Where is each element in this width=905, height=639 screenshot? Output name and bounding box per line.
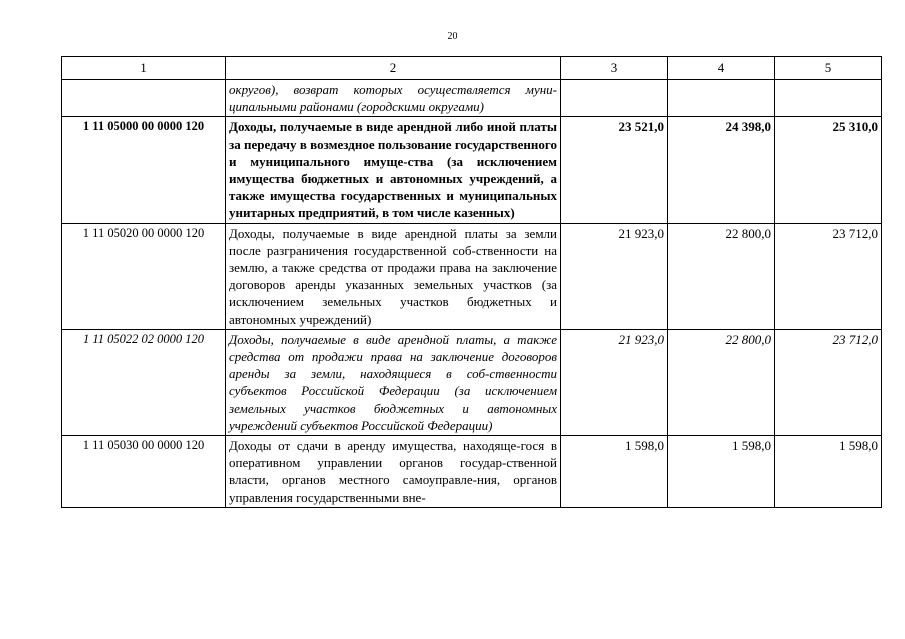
row-value-year-1	[561, 80, 668, 117]
row-value-year-3: 23 712,0	[775, 223, 882, 329]
table-row	[62, 80, 882, 117]
row-description: Доходы, получаемые в виде арендной платы за земли после разграничения государственной соб-ственности на землю, а также средства от продажи права на заключение договоров аренды указанных земельных участков (за исключением земельных участков бюджетных и автономных учреждений)	[226, 223, 561, 329]
row-description: Доходы, получаемые в виде арендной платы, а также средства от продажи права на заключение договоров аренды за земли, находящиеся в соб-ственности субъектов Российской Федерации (за исключением земельных участков бюджетных и автономных учреждений субъектов Российской Федерации)	[226, 329, 561, 435]
row-value-year-2: 22 800,0	[668, 329, 775, 435]
row-description: Доходы от сдачи в аренду имущества, находяще-гося в оперативном управлении органов государ-ственной власти, органов местного самоуправле-ния, органов управления государственными вне-	[226, 436, 561, 508]
row-description: Доходы, получаемые в виде арендной либо иной платы за передачу в возмездное пользование государственного и муниципального имуще-ства (за исключением имущества бюджетных и автономных учреждений, а также имущества государственных и муниципальных унитарных предприятий, в том числе казенных)	[226, 117, 561, 223]
row-description: округов), возврат которых осуществляется муни-ципальными районами (городскими округами)	[226, 80, 561, 117]
row-value-year-1: 23 521,0	[561, 117, 668, 223]
row-value-year-2: 24 398,0	[668, 117, 775, 223]
row-value-year-1: 1 598,0	[561, 436, 668, 508]
row-code	[62, 80, 226, 117]
row-code: 1 11 05030 00 0000 120	[62, 436, 226, 508]
table-row	[62, 117, 882, 223]
header-cell-1: 1	[62, 57, 226, 80]
row-value-year-2	[668, 80, 775, 117]
row-value-year-2: 22 800,0	[668, 223, 775, 329]
row-value-year-3: 1 598,0	[775, 436, 882, 508]
row-value-year-3	[775, 80, 882, 117]
table-row	[62, 436, 882, 508]
row-value-year-2: 1 598,0	[668, 436, 775, 508]
header-cell-5: 5	[775, 57, 882, 80]
header-cell-2: 2	[226, 57, 561, 80]
table-row	[62, 223, 882, 329]
row-value-year-1: 21 923,0	[561, 223, 668, 329]
row-value-year-3: 23 712,0	[775, 329, 882, 435]
row-code: 1 11 05000 00 0000 120	[62, 117, 226, 223]
page-number: 20	[447, 31, 458, 42]
header-cell-3: 3	[561, 57, 668, 80]
header-cell-4: 4	[668, 57, 775, 80]
budget-table	[61, 56, 882, 508]
table-row	[62, 329, 882, 435]
row-value-year-1: 21 923,0	[561, 329, 668, 435]
row-code: 1 11 05022 02 0000 120	[62, 329, 226, 435]
header-row	[62, 57, 882, 80]
row-value-year-3: 25 310,0	[775, 117, 882, 223]
row-code: 1 11 05020 00 0000 120	[62, 223, 226, 329]
